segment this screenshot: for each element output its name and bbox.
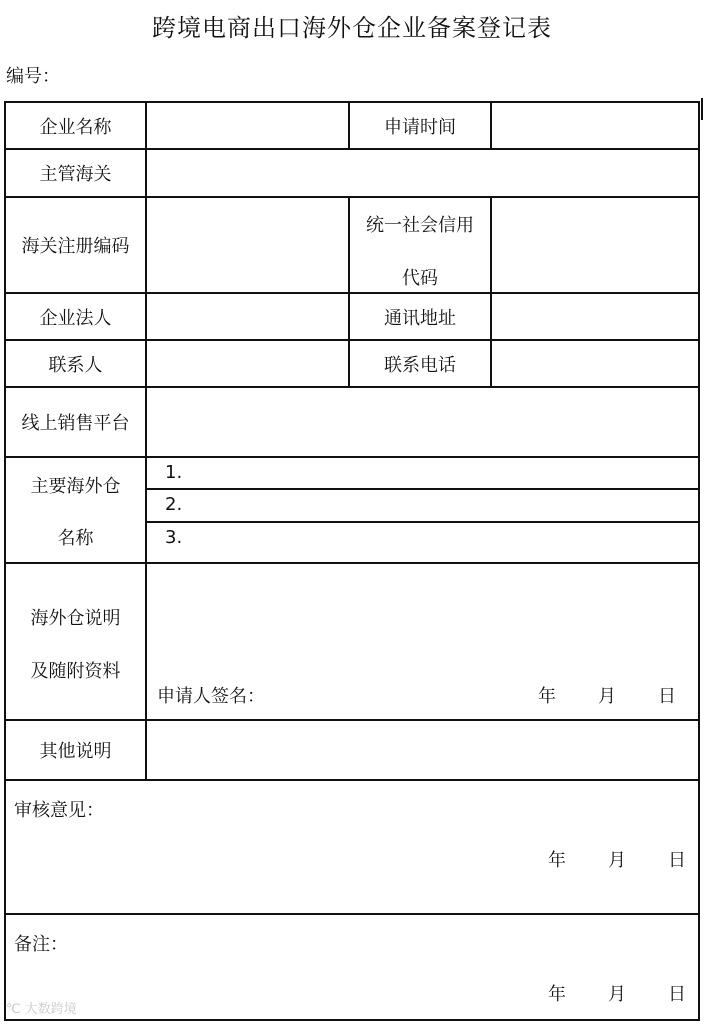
- watermark-icon: ℃: [6, 1002, 21, 1017]
- form-title: 跨境电商出口海外仓企业备案登记表: [152, 14, 552, 42]
- review-opinion-label: 审核意见：: [14, 800, 104, 821]
- other-notes-label: 其他说明: [39, 741, 112, 762]
- watermark-text: 大数跨境: [24, 1002, 77, 1017]
- remark-label: 备注：: [14, 934, 68, 955]
- row-divider: [4, 779, 700, 781]
- customs-field[interactable]: [147, 150, 698, 196]
- remark-date-year: 年: [548, 984, 566, 1005]
- watermark-logo: [6, 998, 77, 1017]
- serial-number-label: 编号：: [6, 66, 60, 87]
- legal-person-field[interactable]: [147, 294, 348, 339]
- row-divider: [4, 456, 700, 458]
- contact-label: 联系人: [48, 354, 103, 376]
- row-divider: [4, 913, 700, 915]
- description-label-line2: 及随附资料: [30, 661, 121, 682]
- warehouse-label-line1: 主要海外仓: [30, 476, 121, 497]
- warehouse-item-3[interactable]: 3.: [165, 527, 183, 548]
- address-field[interactable]: [492, 294, 698, 339]
- credit-code-label-line1: 统一社会信用: [366, 215, 474, 236]
- remark-date-month: 月: [608, 984, 626, 1005]
- sub-row-divider: [146, 488, 700, 490]
- table-border-bottom: [4, 1019, 700, 1021]
- customs-label: 主管海关: [39, 164, 112, 185]
- warehouse-item-1[interactable]: 1.: [165, 462, 183, 483]
- company-name-label: 企业名称: [39, 116, 112, 138]
- table-border-right: [698, 101, 700, 1021]
- warehouse-label-line2: 名称: [57, 528, 94, 549]
- customs-code-label: 海关注册编码: [21, 236, 130, 257]
- platform-label: 线上销售平台: [21, 413, 130, 434]
- platform-field[interactable]: [147, 388, 698, 456]
- review-date-month: 月: [608, 850, 626, 871]
- credit-code-label-line2: 代码: [402, 268, 438, 289]
- company-name-field[interactable]: [147, 103, 348, 148]
- row-divider: [4, 562, 700, 564]
- credit-code-field[interactable]: [492, 198, 698, 292]
- remark-date-day: 日: [668, 984, 686, 1005]
- phone-field[interactable]: [492, 341, 698, 386]
- review-date-year: 年: [548, 850, 566, 871]
- warehouse-item-2[interactable]: 2.: [165, 494, 183, 515]
- address-label: 通讯地址: [384, 307, 456, 329]
- customs-code-field[interactable]: [147, 198, 348, 292]
- signature-date-day: 日: [658, 686, 676, 707]
- legal-person-label: 企业法人: [39, 307, 112, 329]
- apply-time-label: 申请时间: [384, 116, 456, 138]
- other-notes-field[interactable]: [147, 721, 698, 779]
- apply-time-field[interactable]: [492, 103, 698, 148]
- contact-field[interactable]: [147, 341, 348, 386]
- edge-mark: [701, 98, 703, 120]
- applicant-signature-label: 申请人签名：: [157, 686, 265, 707]
- signature-date-year: 年: [538, 686, 556, 707]
- description-label-line1: 海外仓说明: [30, 608, 121, 629]
- review-date-day: 日: [668, 850, 686, 871]
- sub-row-divider: [146, 521, 700, 523]
- signature-date-month: 月: [598, 686, 616, 707]
- phone-label: 联系电话: [384, 354, 456, 376]
